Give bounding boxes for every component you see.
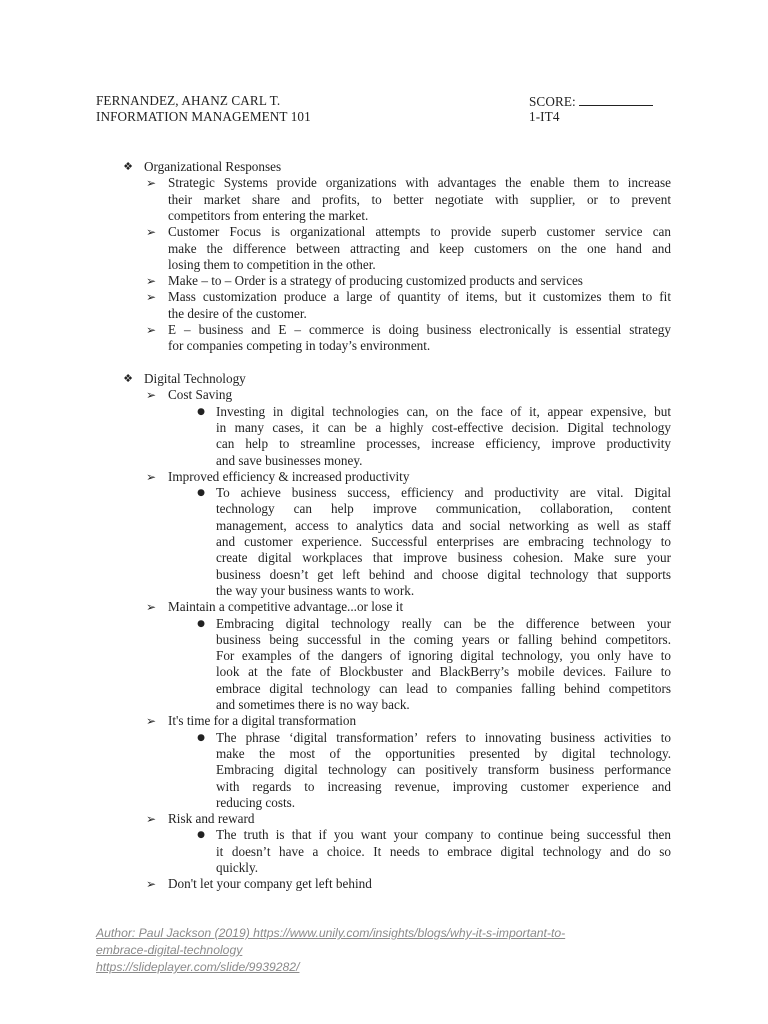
section-heading: Organizational Responses (144, 159, 282, 174)
list-item-line: make the difference between attracting and keep customers on the one hand and (168, 240, 671, 256)
paragraph-line: technology can help improve communication, collaboration, content (216, 501, 671, 517)
list-item-line: Customer Focus is organizational attempts to provide superb customer service can (168, 224, 671, 240)
list-item-line: competitors from entering the market. (168, 207, 369, 223)
diamond-bullet-icon: ❖ (123, 160, 133, 173)
paragraph-line: it doesn’t have a choice. It needs to embrace digital technology and do so (216, 843, 671, 859)
diamond-bullet-icon: ❖ (123, 372, 133, 385)
round-bullet-icon: ● (197, 830, 205, 841)
section-heading: Digital Technology (144, 371, 246, 386)
paragraph-line: and customer experience. Successful enterprises are embracing technology to (216, 534, 671, 549)
paragraph-line: quickly. (216, 860, 258, 875)
paragraph-line: Embracing digital technology can positively transform business performance (216, 762, 671, 778)
section-code: 1-IT4 (529, 109, 560, 124)
paragraph-line: For examples of the dangers of ignoring digital technology, you only have to (216, 648, 671, 664)
subheading: Improved efficiency & increased productivity (168, 468, 410, 484)
course-title: INFORMATION MANAGEMENT 101 (96, 109, 311, 124)
list-item-line: for companies competing in today’s environment. (168, 338, 431, 354)
score-field (529, 93, 653, 110)
paragraph-line: reducing costs. (216, 794, 296, 810)
paragraph-line: The phrase ‘digital transformation’ refers to innovating business activities to (216, 729, 671, 745)
paragraph-line: Embracing digital technology really can be the difference between your (216, 615, 671, 631)
paragraph-line: with regards to increasing revenue, improving customer experience and (216, 778, 671, 794)
round-bullet-icon: ● (197, 732, 205, 743)
paragraph-line: management, access to analytics data and social networking as well as staff (216, 517, 671, 533)
subheading: Risk and reward (168, 811, 255, 827)
list-item-line: losing them to competition in the other. (168, 256, 376, 272)
footer-reference-1[interactable]: Author: Paul Jackson (2019) https://www.unily.com/insights/blogs/why-it-s-important-to- (96, 926, 566, 940)
list-item-line: the desire of the customer. (168, 305, 307, 321)
score-blank (579, 93, 653, 106)
paragraph-line: business doesn’t get left behind and choose digital technology that supports (216, 566, 671, 582)
paragraph-line: in many cases, it can be a highly cost-effective decision. Digital technology (216, 419, 671, 435)
paragraph-line: look at the fate of Blockbuster and BlackBerry’s mobile devices. Failure to (216, 664, 671, 680)
paragraph-line: The truth is that if you want your company to continue being successful then (216, 827, 671, 843)
arrow-bullet-icon: ➢ (145, 714, 157, 729)
paragraph-line: business being successful in the coming years or falling behind competitors. (216, 631, 671, 647)
paragraph-line: can help to streamline processes, increase efficiency, improve productivity (216, 436, 671, 452)
paragraph-line: embrace digital technology can lead to companies falling behind competitors (216, 680, 671, 696)
round-bullet-icon: ● (197, 406, 205, 417)
paragraph-line: create digital workplaces that improve business cohesion. Make sure your (216, 550, 671, 566)
arrow-bullet-icon: ➢ (145, 323, 157, 337)
round-bullet-icon: ● (197, 488, 205, 499)
arrow-bullet-icon: ➢ (145, 274, 157, 289)
student-name: FERNANDEZ, AHANZ CARL T. (96, 93, 281, 108)
paragraph-line: To achieve business success, efficiency and productivity are vital. Digital (216, 485, 671, 501)
arrow-bullet-icon: ➢ (145, 812, 157, 827)
arrow-bullet-icon: ➢ (145, 600, 157, 615)
arrow-bullet-icon: ➢ (145, 469, 157, 484)
paragraph-line: the way your business wants to work. (216, 582, 415, 598)
score-label: SCORE: (529, 94, 576, 109)
subheading: Maintain a competitive advantage...or lose it (168, 599, 404, 615)
paragraph-line: Investing in digital technologies can, on the face of it, appear expensive, but (216, 403, 671, 419)
list-item-line: Strategic Systems provide organizations with advantages the enable them to increase (168, 175, 671, 191)
arrow-bullet-icon: ➢ (145, 225, 157, 240)
arrow-bullet-icon: ➢ (145, 388, 157, 403)
list-item-line: Make – to – Order is a strategy of producing customized products and services (168, 273, 583, 289)
paragraph-line: and sometimes there is no way back. (216, 697, 410, 712)
subheading: Don't let your company get left behind (168, 876, 372, 892)
paragraph-line: make the most of the opportunities presented by digital technology. (216, 745, 671, 761)
arrow-bullet-icon: ➢ (145, 877, 157, 892)
paragraph-line: and save businesses money. (216, 452, 363, 468)
list-item-line: Mass customization produce a large of quantity of items, but it customizes them to fit (168, 289, 671, 305)
list-item-line: E – business and E – commerce is doing business electronically is essential strategy (168, 322, 671, 337)
arrow-bullet-icon: ➢ (145, 290, 157, 305)
footer-reference-3[interactable]: https://slideplayer.com/slide/9939282/ (96, 960, 300, 974)
subheading: Cost Saving (168, 387, 233, 403)
round-bullet-icon: ● (197, 618, 205, 629)
footer-reference-2[interactable]: embrace-digital-technology (96, 943, 243, 957)
list-item-line: their market share and profits, to better negotiate with supplier, or to prevent (168, 191, 671, 207)
arrow-bullet-icon: ➢ (145, 176, 157, 191)
subheading: It's time for a digital transformation (168, 713, 357, 729)
